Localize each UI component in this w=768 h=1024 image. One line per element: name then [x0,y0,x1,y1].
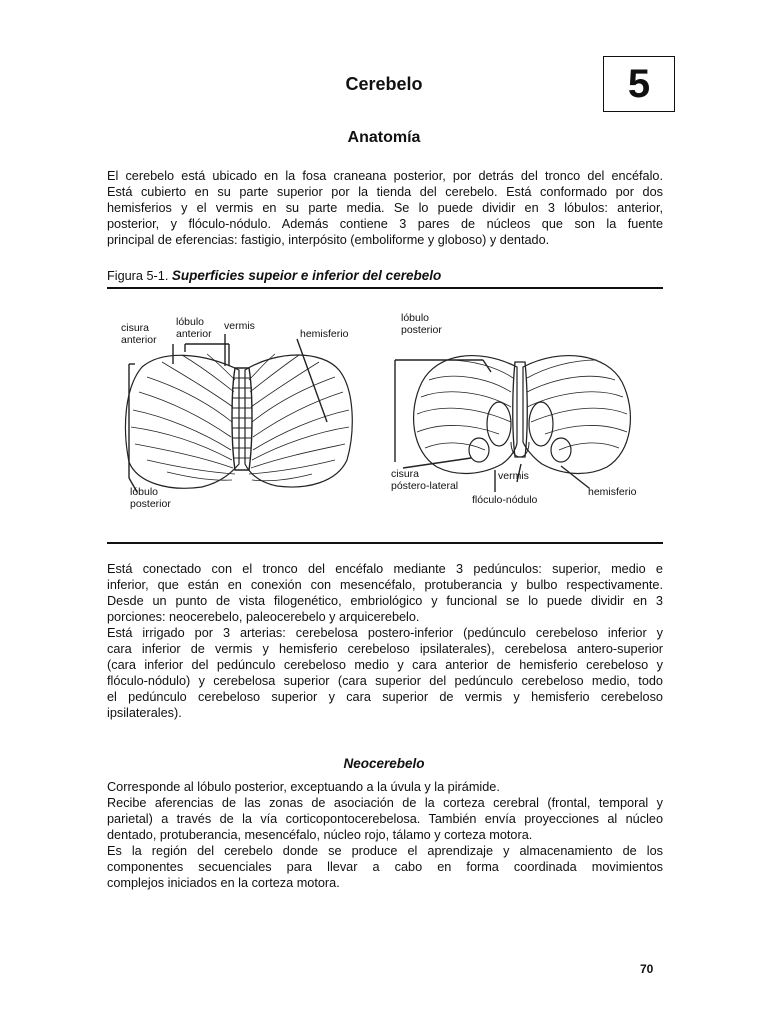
label-line: anterior [121,334,157,346]
chapter-number-box: 5 [603,56,675,112]
label-vermis-inferior: vermis [498,470,529,482]
label-lobulo-posterior-superior [130,486,171,510]
text-line: el pedúnculo cerebeloso superior y cara superior de vermis y hemisferio cerebeloso [107,690,663,704]
text-line: Recibe aferencias de las zonas de asociación de la corteza cerebral (frontal, temporal y [107,796,663,810]
intro-paragraph [107,168,663,248]
section-title: Anatomía [347,129,421,146]
text-line: complejos iniciados en la corteza motora. [107,876,340,890]
text-line: porciones: neocerebelo, paleocerebelo y arquicerebelo. [107,610,420,624]
figure-caption [107,268,441,283]
text-line: principal de eferencias: fastigio, interpósito (emboliforme y globoso) y dentado. [107,233,550,247]
label-line: lóbulo [401,312,430,324]
neocerebelo-heading: Neocerebelo [343,756,425,771]
text-line: Está conectado con el tronco del encéfalo mediante 3 pedúnculos: superior, medio e [107,562,663,576]
label-line: posterior [401,324,442,336]
label-line: lóbulo [130,486,159,498]
text-line: (cara inferior del pedúnculo cerebeloso medio y cara anterior de hemisferio cerebeloso y [107,658,663,672]
text-line: posterior, y flóculo-nódulo. Además contiene 3 pares de núcleos que son la fuente [107,217,663,231]
text-line: Corresponde al lóbulo posterior, exceptuando a la úvula y la pirámide. [107,780,500,794]
text-line: flóculo-nódulo) y cerebelosa superior (cara superior del pedúnculo cerebeloso medio, todo [107,674,663,688]
label-floculo-nodulo: flóculo-nódulo [472,494,538,506]
figure-top-rule [107,287,663,289]
text-line: Está cubierto en su parte superior por la tienda del cerebelo. Está conformado por dos [107,185,663,199]
label-line: cisura [121,322,150,334]
label-cisura-anterior [121,322,157,346]
figure-bottom-rule [107,542,663,544]
label-vermis-superior: vermis [224,320,255,332]
label-hemisferio-inferior: hemisferio [588,486,637,498]
label-line: anterior [176,328,212,340]
page-number: 70 [640,962,654,976]
text-line: componentes secuenciales para llevar a cabo en forma coordinada movimientos [107,860,663,874]
label-cisura-postero-lateral [391,468,458,492]
text-line: Es la región del cerebelo donde se produce el aprendizaje y almacenamiento de los [107,844,663,858]
neocerebelo-paragraph [107,779,663,891]
text-line: hemisferios y el vermis en su parte media. Se lo puede dividir en 3 lóbulos: anterior, [107,201,663,215]
text-line: Está irrigado por 3 arterias: cerebelosa postero-inferior (pedúnculo cerebeloso inferior y [107,626,663,640]
label-line: póstero-lateral [391,480,459,492]
text-line: cara inferior de vermis y hemisferio cerebeloso ipsilaterales), cerebelosa antero-superior [107,642,663,656]
label-line: lóbulo [176,316,205,328]
label-line: posterior [130,498,171,510]
text-line: parietal) a través de la vía corticopontocerebelosa. También envía proyecciones al núcleo [107,812,663,826]
text-line: ipsilaterales). [107,706,182,720]
label-lobulo-posterior-inferior [401,312,442,336]
figure-5-1 [107,292,663,542]
text-line: inferior, que están en conexión con mesencéfalo, protuberancia y bulbo respectivamente. [107,578,663,592]
page-title: Cerebelo [345,74,423,94]
figure-caption-title: Superficies supeior e inferior del cerebelo [171,268,442,283]
text-line: Desde un punto de vista filogenético, embriológico y funcional se lo puede dividir en 3 [107,594,663,608]
figure-caption-prefix: Figura 5-1. [107,269,172,283]
text-line: dentado, protuberancia, mesencéfalo, núcleo rojo, tálamo y corteza motora. [107,828,533,842]
body-paragraph [107,561,663,721]
label-hemisferio-superior: hemisferio [300,328,349,340]
label-lobulo-anterior [176,316,212,340]
text-line: El cerebelo está ubicado en la fosa craneana posterior, por detrás del tronco del encéfalo. [107,169,663,183]
label-line: cisura [391,468,420,480]
